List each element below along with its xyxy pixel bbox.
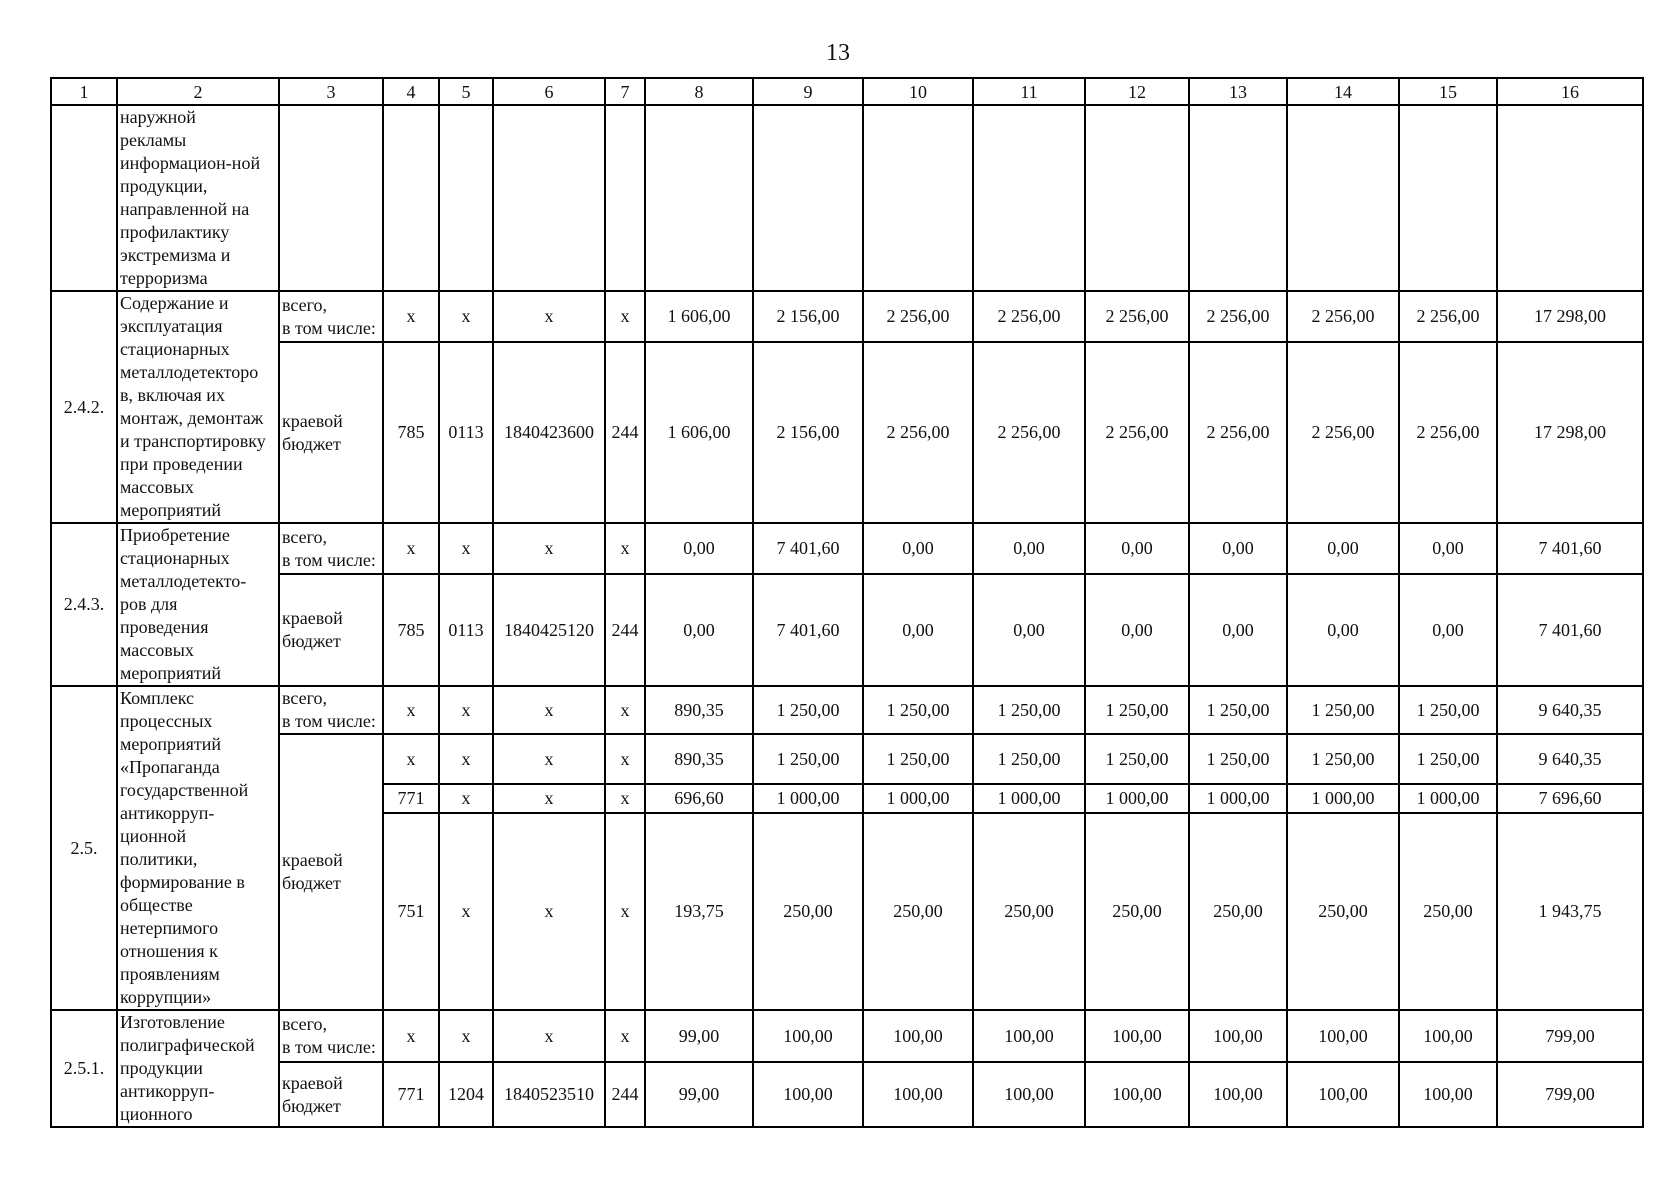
amount-cell: 17 298,00 bbox=[1497, 342, 1643, 523]
header-row bbox=[51, 78, 1643, 105]
empty-cell bbox=[973, 105, 1085, 291]
budget-table bbox=[50, 77, 1644, 1128]
name-line: стационарных bbox=[120, 339, 230, 359]
name-line: ционного bbox=[120, 1104, 193, 1124]
amount-cell: 7 696,60 bbox=[1497, 784, 1643, 813]
amount-cell: 100,00 bbox=[863, 1062, 973, 1127]
code-cell-c4: х bbox=[383, 734, 439, 784]
amount-cell: 2 256,00 bbox=[1287, 342, 1399, 523]
amount-cell: 100,00 bbox=[973, 1062, 1085, 1127]
code-cell-c6: 1840425120 bbox=[493, 574, 605, 686]
empty-cell bbox=[493, 105, 605, 291]
code-cell-c7: 244 bbox=[605, 574, 645, 686]
header-cell: 5 bbox=[439, 78, 493, 105]
amount-cell: 100,00 bbox=[863, 1010, 973, 1062]
code-cell-c5: х bbox=[439, 784, 493, 813]
name-line: коррупции» bbox=[120, 987, 212, 1007]
code-cell-c7: 244 bbox=[605, 342, 645, 523]
total-label-cell bbox=[279, 291, 383, 342]
amount-cell: 1 943,75 bbox=[1497, 813, 1643, 1010]
code-cell-c5: 1204 bbox=[439, 1062, 493, 1127]
name-line: в, включая их bbox=[120, 385, 225, 405]
header-cell: 12 bbox=[1085, 78, 1189, 105]
code-cell-c4: х bbox=[383, 291, 439, 342]
code-cell-c7: х bbox=[605, 1010, 645, 1062]
item-number-cell: 2.5. bbox=[51, 686, 117, 1010]
code-cell-c5: 0113 bbox=[439, 574, 493, 686]
amount-cell: 2 256,00 bbox=[1189, 342, 1287, 523]
amount-cell: 100,00 bbox=[1189, 1010, 1287, 1062]
name-line: проявлениям bbox=[120, 964, 220, 984]
amount-cell: 2 156,00 bbox=[753, 291, 863, 342]
amount-cell: 7 401,60 bbox=[753, 574, 863, 686]
amount-cell: 0,00 bbox=[973, 523, 1085, 574]
code-cell-c4: х bbox=[383, 1010, 439, 1062]
name-line: проведения bbox=[120, 617, 209, 637]
name-line: ционной bbox=[120, 826, 187, 846]
header-cell: 13 bbox=[1189, 78, 1287, 105]
header-cell: 1 bbox=[51, 78, 117, 105]
total-label-cell bbox=[279, 686, 383, 734]
empty-cell bbox=[605, 105, 645, 291]
code-cell-c7: х bbox=[605, 686, 645, 734]
amount-cell: 100,00 bbox=[1085, 1062, 1189, 1127]
label-line: краевой bbox=[282, 850, 343, 870]
table-row bbox=[51, 734, 1643, 784]
name-line: обществе bbox=[120, 895, 193, 915]
name-line: стационарных bbox=[120, 548, 230, 568]
amount-cell: 100,00 bbox=[1189, 1062, 1287, 1127]
table-row bbox=[51, 686, 1643, 734]
empty-cell bbox=[1287, 105, 1399, 291]
name-line: государственной bbox=[120, 780, 249, 800]
amount-cell: 193,75 bbox=[645, 813, 753, 1010]
name-line: полиграфической bbox=[120, 1035, 255, 1055]
amount-cell: 99,00 bbox=[645, 1010, 753, 1062]
amount-cell: 100,00 bbox=[753, 1062, 863, 1127]
name-line: терроризма bbox=[120, 268, 208, 288]
header-cell: 10 bbox=[863, 78, 973, 105]
code-cell-c4: 751 bbox=[383, 813, 439, 1010]
code-cell-c6: х bbox=[493, 734, 605, 784]
amount-cell: 1 000,00 bbox=[863, 784, 973, 813]
code-cell-c6: х bbox=[493, 523, 605, 574]
amount-cell: 0,00 bbox=[1287, 574, 1399, 686]
amount-cell: 250,00 bbox=[753, 813, 863, 1010]
amount-cell: 1 250,00 bbox=[973, 686, 1085, 734]
name-line: массовых bbox=[120, 640, 194, 660]
code-cell-c7: 244 bbox=[605, 1062, 645, 1127]
header-cell: 4 bbox=[383, 78, 439, 105]
amount-cell: 250,00 bbox=[1085, 813, 1189, 1010]
amount-cell: 250,00 bbox=[1399, 813, 1497, 1010]
code-cell-c7: х bbox=[605, 523, 645, 574]
amount-cell: 0,00 bbox=[1399, 523, 1497, 574]
code-cell-c7: х bbox=[605, 734, 645, 784]
amount-cell: 1 250,00 bbox=[1085, 686, 1189, 734]
code-cell-c4: 771 bbox=[383, 1062, 439, 1127]
amount-cell: 1 000,00 bbox=[1287, 784, 1399, 813]
amount-cell: 0,00 bbox=[1085, 574, 1189, 686]
amount-cell: 0,00 bbox=[1189, 523, 1287, 574]
amount-cell: 250,00 bbox=[1189, 813, 1287, 1010]
amount-cell: 0,00 bbox=[1085, 523, 1189, 574]
code-cell-c5: х bbox=[439, 686, 493, 734]
amount-cell: 0,00 bbox=[973, 574, 1085, 686]
amount-cell: 1 000,00 bbox=[973, 784, 1085, 813]
code-cell-c4: 785 bbox=[383, 342, 439, 523]
header-cell: 14 bbox=[1287, 78, 1399, 105]
amount-cell: 250,00 bbox=[1287, 813, 1399, 1010]
label-line: бюджет bbox=[282, 1095, 341, 1116]
label-line: краевой bbox=[282, 1072, 343, 1093]
amount-cell: 100,00 bbox=[1287, 1062, 1399, 1127]
code-cell-c7: х bbox=[605, 813, 645, 1010]
code-cell-c4: х bbox=[383, 523, 439, 574]
amount-cell: 250,00 bbox=[973, 813, 1085, 1010]
amount-cell: 1 250,00 bbox=[753, 734, 863, 784]
code-cell-c7: х bbox=[605, 291, 645, 342]
amount-cell: 1 606,00 bbox=[645, 291, 753, 342]
amount-cell: 1 250,00 bbox=[753, 686, 863, 734]
total-label-cell bbox=[279, 1010, 383, 1062]
name-line: массовых bbox=[120, 477, 194, 497]
amount-cell: 2 256,00 bbox=[1287, 291, 1399, 342]
header-cell: 11 bbox=[973, 78, 1085, 105]
name-line: отношения к bbox=[120, 941, 218, 961]
amount-cell: 696,60 bbox=[645, 784, 753, 813]
amount-cell: 2 256,00 bbox=[1399, 291, 1497, 342]
empty-cell bbox=[1085, 105, 1189, 291]
name-line: Приобретение bbox=[120, 525, 230, 545]
page-number: 13 bbox=[826, 40, 850, 66]
amount-cell: 0,00 bbox=[1287, 523, 1399, 574]
label-line: в том числе: bbox=[282, 317, 376, 338]
label-line: всего, bbox=[282, 526, 328, 547]
name-line: экстремизма и bbox=[120, 245, 231, 265]
code-cell-c5: х bbox=[439, 523, 493, 574]
item-name-cell bbox=[117, 291, 279, 523]
empty-cell bbox=[1399, 105, 1497, 291]
amount-cell: 1 606,00 bbox=[645, 342, 753, 523]
name-line: монтаж, демонтаж bbox=[120, 408, 264, 428]
amount-cell: 9 640,35 bbox=[1497, 734, 1643, 784]
name-line: информацион-ной bbox=[120, 153, 261, 173]
header-cell: 16 bbox=[1497, 78, 1643, 105]
name-line: ров для bbox=[120, 594, 178, 614]
empty-cell bbox=[279, 105, 383, 291]
amount-cell: 1 250,00 bbox=[1085, 734, 1189, 784]
name-line: эксплуатация bbox=[120, 316, 223, 336]
amount-cell: 2 256,00 bbox=[863, 291, 973, 342]
code-cell-c5: х bbox=[439, 734, 493, 784]
code-cell-c4: 785 bbox=[383, 574, 439, 686]
amount-cell: 7 401,60 bbox=[753, 523, 863, 574]
header-cell: 6 bbox=[493, 78, 605, 105]
amount-cell: 0,00 bbox=[863, 523, 973, 574]
code-cell-c5: 0113 bbox=[439, 342, 493, 523]
name-line: наружной bbox=[120, 107, 196, 127]
amount-cell: 100,00 bbox=[1399, 1010, 1497, 1062]
continuation-row bbox=[51, 105, 1643, 291]
total-label-cell bbox=[279, 523, 383, 574]
amount-cell: 17 298,00 bbox=[1497, 291, 1643, 342]
amount-cell: 2 256,00 bbox=[1085, 342, 1189, 523]
header-cell: 2 bbox=[117, 78, 279, 105]
amount-cell: 1 250,00 bbox=[1287, 686, 1399, 734]
amount-cell: 890,35 bbox=[645, 734, 753, 784]
table-row bbox=[51, 291, 1643, 342]
empty-cell bbox=[439, 105, 493, 291]
name-line: металлодетекторо bbox=[120, 362, 259, 382]
empty-cell bbox=[645, 105, 753, 291]
header-cell: 8 bbox=[645, 78, 753, 105]
amount-cell: 9 640,35 bbox=[1497, 686, 1643, 734]
code-cell-c7: х bbox=[605, 784, 645, 813]
name-line: при проведении bbox=[120, 454, 243, 474]
name-line: мероприятий bbox=[120, 500, 222, 520]
amount-cell: 100,00 bbox=[1287, 1010, 1399, 1062]
row-number-cell bbox=[51, 105, 117, 291]
empty-cell bbox=[753, 105, 863, 291]
name-line: Комплекс bbox=[120, 688, 195, 708]
item-number-cell: 2.4.3. bbox=[51, 523, 117, 686]
header-cell: 7 bbox=[605, 78, 645, 105]
amount-cell: 1 000,00 bbox=[753, 784, 863, 813]
amount-cell: 0,00 bbox=[1189, 574, 1287, 686]
name-line: «Пропаганда bbox=[120, 757, 220, 777]
amount-cell: 2 256,00 bbox=[1399, 342, 1497, 523]
amount-cell: 890,35 bbox=[645, 686, 753, 734]
name-line: и транспортировку bbox=[120, 431, 266, 451]
label-line: всего, bbox=[282, 688, 328, 708]
name-line: антикорруп- bbox=[120, 1081, 215, 1101]
code-cell-c6: х bbox=[493, 784, 605, 813]
name-line: антикорруп- bbox=[120, 803, 215, 823]
label-line: в том числе: bbox=[282, 549, 376, 570]
name-line: нетерпимого bbox=[120, 918, 219, 938]
name-line: профилактику bbox=[120, 222, 230, 242]
amount-cell: 1 250,00 bbox=[863, 686, 973, 734]
label-line: бюджет bbox=[282, 631, 341, 652]
name-line: Содержание и bbox=[120, 293, 229, 313]
table-row bbox=[51, 574, 1643, 686]
code-cell-c5: х bbox=[439, 813, 493, 1010]
table-row bbox=[51, 1010, 1643, 1062]
amount-cell: 100,00 bbox=[973, 1010, 1085, 1062]
label-line: всего, bbox=[282, 1014, 328, 1034]
amount-cell: 100,00 bbox=[753, 1010, 863, 1062]
name-line: политики, bbox=[120, 849, 198, 869]
amount-cell: 799,00 bbox=[1497, 1010, 1643, 1062]
name-line: формирование в bbox=[120, 872, 245, 892]
amount-cell: 1 000,00 bbox=[1085, 784, 1189, 813]
label-line: бюджет bbox=[282, 433, 341, 454]
item-name-cell bbox=[117, 1010, 279, 1127]
budget-label-cell bbox=[279, 342, 383, 523]
table-row bbox=[51, 523, 1643, 574]
name-line: рекламы bbox=[120, 130, 187, 150]
amount-cell: 7 401,60 bbox=[1497, 523, 1643, 574]
amount-cell: 1 250,00 bbox=[973, 734, 1085, 784]
empty-cell bbox=[863, 105, 973, 291]
continuation-name-cell bbox=[117, 105, 279, 291]
name-line: продукции, bbox=[120, 176, 208, 196]
header-cell: 3 bbox=[279, 78, 383, 105]
item-name-cell bbox=[117, 686, 279, 1010]
label-line: краевой bbox=[282, 410, 343, 431]
code-cell-c5: х bbox=[439, 291, 493, 342]
name-line: продукции bbox=[120, 1058, 203, 1078]
code-cell-c6: 1840423600 bbox=[493, 342, 605, 523]
header-cell: 15 bbox=[1399, 78, 1497, 105]
empty-cell bbox=[383, 105, 439, 291]
code-cell-c6: х bbox=[493, 686, 605, 734]
code-cell-c5: х bbox=[439, 1010, 493, 1062]
name-line: направленной на bbox=[120, 199, 250, 219]
name-line: мероприятий bbox=[120, 663, 222, 683]
item-name-cell bbox=[117, 523, 279, 686]
name-line: Изготовление bbox=[120, 1012, 225, 1032]
amount-cell: 2 256,00 bbox=[973, 342, 1085, 523]
amount-cell: 0,00 bbox=[1399, 574, 1497, 686]
amount-cell: 1 000,00 bbox=[1399, 784, 1497, 813]
code-cell-c4: х bbox=[383, 686, 439, 734]
amount-cell: 0,00 bbox=[863, 574, 973, 686]
name-line: процессных bbox=[120, 711, 213, 731]
amount-cell: 250,00 bbox=[863, 813, 973, 1010]
amount-cell: 100,00 bbox=[1085, 1010, 1189, 1062]
amount-cell: 1 250,00 bbox=[1189, 686, 1287, 734]
amount-cell: 0,00 bbox=[645, 574, 753, 686]
amount-cell: 799,00 bbox=[1497, 1062, 1643, 1127]
budget-label-cell bbox=[279, 1062, 383, 1127]
empty-cell bbox=[1497, 105, 1643, 291]
label-line: в том числе: bbox=[282, 711, 376, 731]
item-number-cell: 2.5.1. bbox=[51, 1010, 117, 1127]
amount-cell: 1 250,00 bbox=[1399, 734, 1497, 784]
amount-cell: 1 250,00 bbox=[1287, 734, 1399, 784]
amount-cell: 2 256,00 bbox=[1085, 291, 1189, 342]
code-cell-c6: х bbox=[493, 813, 605, 1010]
amount-cell: 2 256,00 bbox=[973, 291, 1085, 342]
table-row bbox=[51, 342, 1643, 523]
code-cell-c6: х bbox=[493, 1010, 605, 1062]
amount-cell: 1 000,00 bbox=[1189, 784, 1287, 813]
header-cell: 9 bbox=[753, 78, 863, 105]
code-cell-c4: 771 bbox=[383, 784, 439, 813]
label-line: бюджет bbox=[282, 873, 341, 893]
budget-label-cell bbox=[279, 734, 383, 1010]
label-line: всего, bbox=[282, 294, 328, 315]
amount-cell: 1 250,00 bbox=[1399, 686, 1497, 734]
name-line: металлодетекто- bbox=[120, 571, 247, 591]
label-line: краевой bbox=[282, 608, 343, 629]
code-cell-c6: х bbox=[493, 291, 605, 342]
amount-cell: 7 401,60 bbox=[1497, 574, 1643, 686]
code-cell-c6: 1840523510 bbox=[493, 1062, 605, 1127]
empty-cell bbox=[1189, 105, 1287, 291]
amount-cell: 2 256,00 bbox=[1189, 291, 1287, 342]
amount-cell: 2 156,00 bbox=[753, 342, 863, 523]
budget-label-cell bbox=[279, 574, 383, 686]
name-line: мероприятий bbox=[120, 734, 222, 754]
amount-cell: 99,00 bbox=[645, 1062, 753, 1127]
amount-cell: 0,00 bbox=[645, 523, 753, 574]
label-line: в том числе: bbox=[282, 1037, 376, 1057]
amount-cell: 100,00 bbox=[1399, 1062, 1497, 1127]
amount-cell: 2 256,00 bbox=[863, 342, 973, 523]
amount-cell: 1 250,00 bbox=[1189, 734, 1287, 784]
amount-cell: 1 250,00 bbox=[863, 734, 973, 784]
table-row bbox=[51, 1062, 1643, 1127]
item-number-cell: 2.4.2. bbox=[51, 291, 117, 523]
